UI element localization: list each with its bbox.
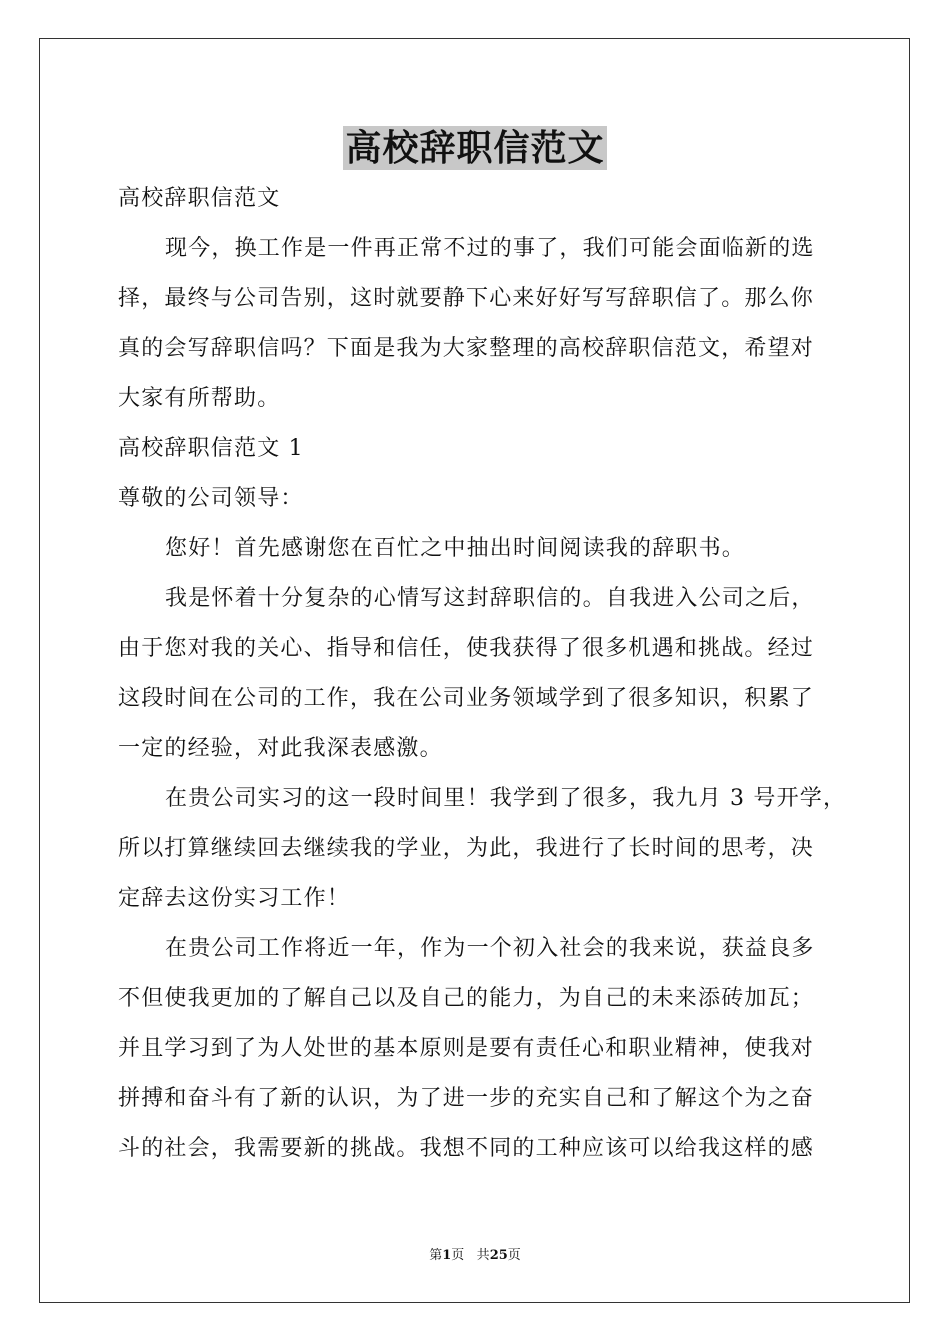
total-suffix: 页 bbox=[507, 1248, 521, 1263]
doc-line: 在贵公司工作将近一年，作为一个初入社会的我来说，获益良多 bbox=[165, 936, 815, 961]
doc-line: 高校辞职信范文 bbox=[118, 186, 281, 211]
total-prefix: 共 bbox=[476, 1248, 490, 1263]
page-suffix: 页 bbox=[451, 1248, 465, 1263]
total-pages: 25 bbox=[489, 1248, 508, 1263]
doc-line: 不但使我更加的了解自己以及自己的能力，为自己的未来添砖加瓦； bbox=[118, 986, 815, 1011]
doc-line: 择，最终与公司告别，这时就要静下心来好好写写辞职信了。那么你 bbox=[118, 286, 815, 311]
doc-line: 定辞去这份实习工作！ bbox=[118, 886, 351, 911]
doc-line: 斗的社会，我需要新的挑战。我想不同的工种应该可以给我这样的感 bbox=[118, 1136, 815, 1161]
page-number: 1 bbox=[442, 1248, 452, 1263]
doc-line: 大家有所帮助。 bbox=[118, 386, 281, 411]
doc-line: 并且学习到了为人处世的基本原则是要有责任心和职业精神，使我对 bbox=[118, 1036, 815, 1061]
doc-line: 现今，换工作是一件再正常不过的事了，我们可能会面临新的选 bbox=[165, 236, 815, 261]
doc-line: 由于您对我的关心、指导和信任，使我获得了很多机遇和挑战。经过 bbox=[118, 636, 815, 661]
page-footer bbox=[0, 1247, 950, 1265]
document-title: 高校辞职信范文 bbox=[345, 127, 605, 169]
salutation: 尊敬的公司领导： bbox=[118, 486, 304, 511]
page-prefix: 第 bbox=[429, 1248, 443, 1263]
doc-line: 在贵公司实习的这一段时间里！我学到了很多，我九月 3 号开学， bbox=[165, 786, 847, 811]
doc-line: 真的会写辞职信吗？下面是我为大家整理的高校辞职信范文，希望对 bbox=[118, 336, 815, 361]
doc-line: 所以打算继续回去继续我的学业，为此，我进行了长时间的思考，决 bbox=[118, 836, 815, 861]
doc-line: 一定的经验，对此我深表感激。 bbox=[118, 736, 443, 761]
section-heading: 高校辞职信范文 1 bbox=[118, 436, 304, 461]
doc-line: 拼搏和奋斗有了新的认识，为了进一步的充实自己和了解这个为之奋 bbox=[118, 1086, 815, 1111]
doc-line: 您好！首先感谢您在百忙之中抽出时间阅读我的辞职书。 bbox=[165, 536, 746, 561]
doc-line: 我是怀着十分复杂的心情写这封辞职信的。自我进入公司之后， bbox=[165, 586, 815, 611]
doc-line: 这段时间在公司的工作，我在公司业务领域学到了很多知识，积累了 bbox=[118, 686, 815, 711]
